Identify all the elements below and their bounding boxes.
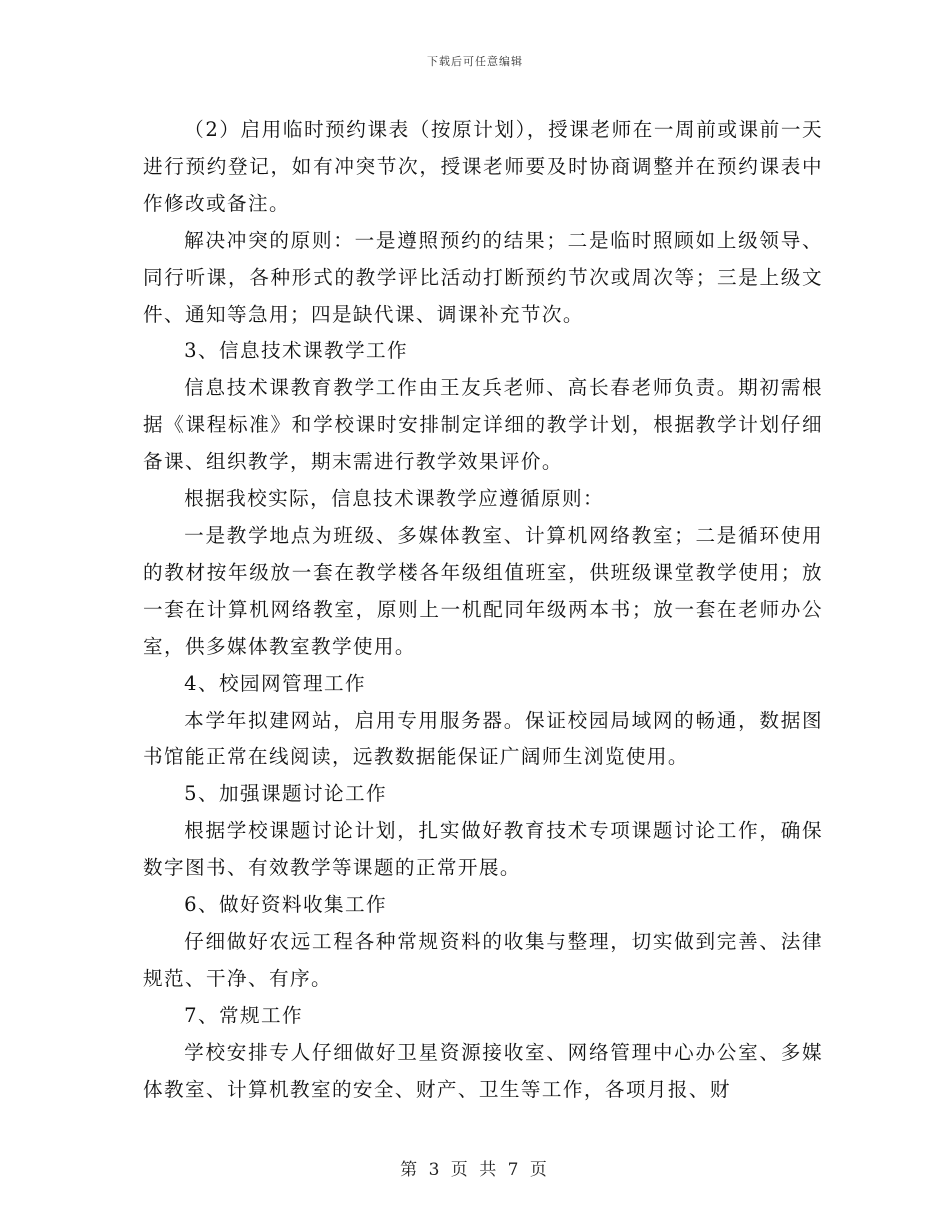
section-heading-materials: 6、做好资料收集工作 [184, 893, 387, 917]
paragraph-conflict-principles: 解决冲突的原则：一是遵照预约的结果；二是临时照顾如上级领导、同行听课，各种形式的教学评比活动打断预约节次或周次等；三是上级文件、通知等急用；四是缺代课、调课补充节次。 [143, 228, 823, 326]
section-heading-campus-network: 4、校园网管理工作 [184, 671, 366, 695]
page-number-footer: 第 3 页 共 7 页 [400, 1160, 550, 1180]
paragraph-materials: 仔细做好农远工程各种常规资料的收集与整理，切实做到完善、法律规范、干净、有序。 [143, 929, 823, 990]
paragraph-campus-network: 本学年拟建网站，启用专用服务器。保证校园局域网的畅通，数据图书馆能正常在线阅读，远教数据能保证广阔师生浏览使用。 [143, 708, 823, 769]
paragraph-it-principles-intro: 根据我校实际，信息技术课教学应遵循原则： [184, 487, 605, 511]
section-heading-research: 5、加强课题讨论工作 [184, 782, 387, 806]
section-heading-routine: 7、常规工作 [184, 1003, 303, 1027]
paragraph-it-principles: 一是教学地点为班级、多媒体教室、计算机网络教室；二是循环使用的教材按年级放一套在教学楼各年级组值班室，供班级课堂教学使用；放一套在计算机网络教室，原则上一机配同年级两本书；放一套在老师办公室，供多媒体教室教学使用。 [143, 523, 823, 658]
paragraph-it-teaching: 信息技术课教育教学工作由王友兵老师、高长春老师负责。期初需根据《课程标准》和学校课时安排制定详细的教学计划，根据教学计划仔细备课、组织教学，期末需进行教学效果评价。 [143, 376, 823, 474]
section-heading-it-teaching: 3、信息技术课教学工作 [184, 339, 408, 363]
paragraph-routine: 学校安排专人仔细做好卫星资源接收室、网络管理中心办公室、多媒体教室、计算机教室的安全、财产、卫生等工作，各项月报、财 [143, 1040, 823, 1101]
document-body [143, 112, 823, 1108]
page-header: 下载后可任意编辑 [427, 55, 523, 68]
paragraph-reservation: （2）启用临时预约课表（按原计划），授课老师在一周前或课前一天进行预约登记，如有冲突节次，授课老师要及时协商调整并在预约课表中作修改或备注。 [143, 118, 823, 215]
paragraph-research: 根据学校课题讨论计划，扎实做好教育技术专项课题讨论工作，确保数字图书、有效教学等课题的正常开展。 [143, 819, 823, 880]
